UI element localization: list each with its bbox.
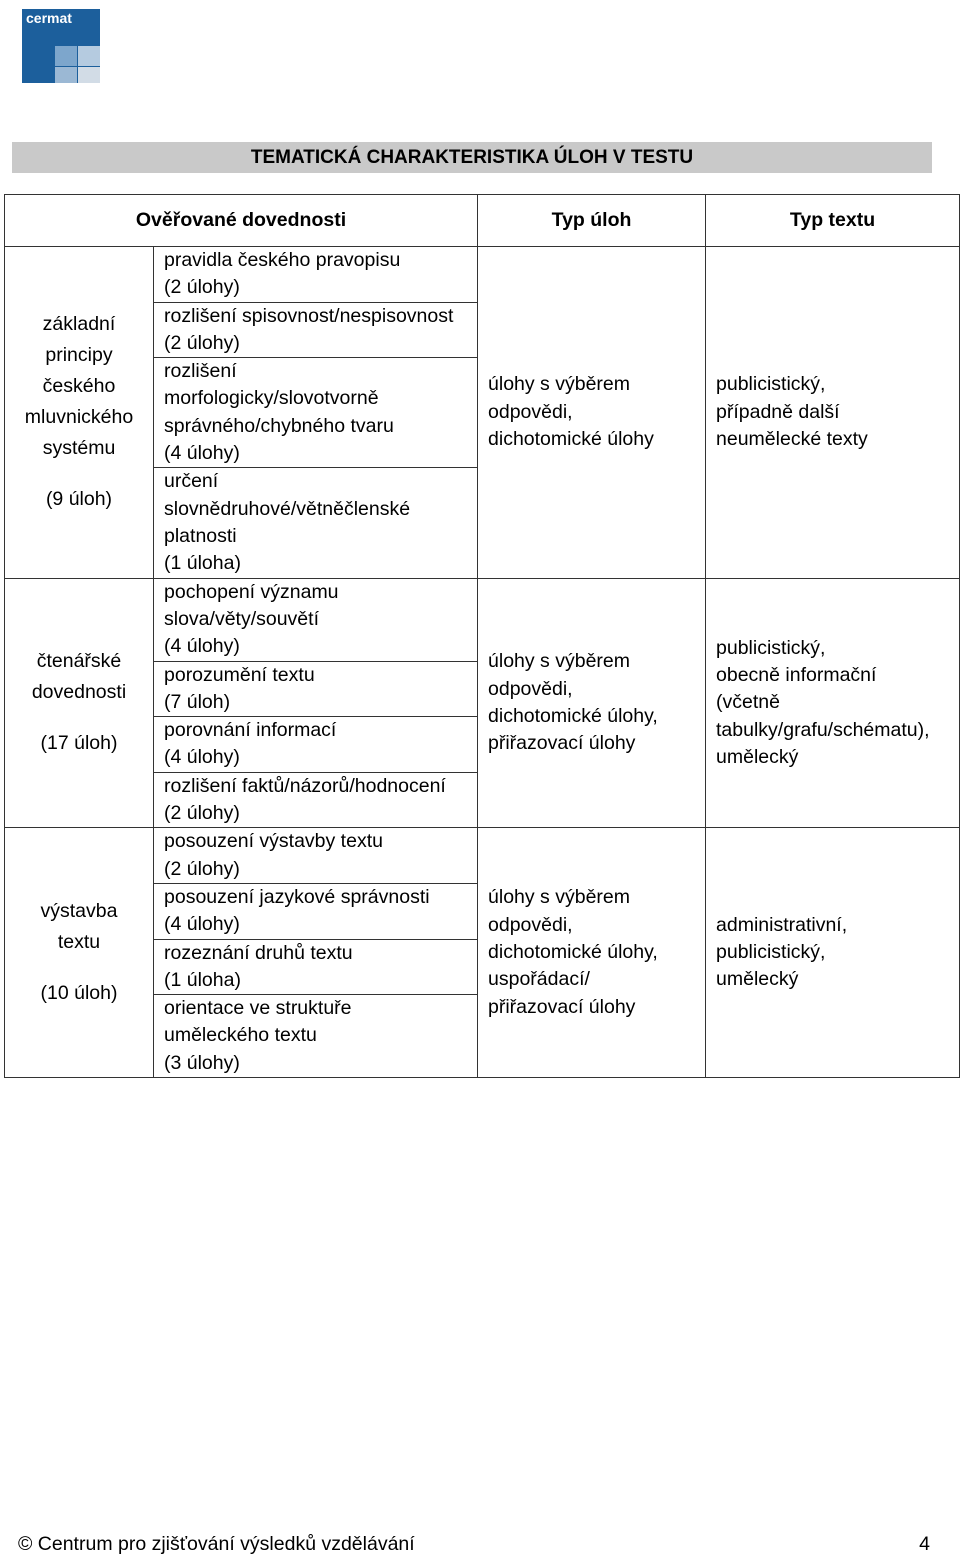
logo-square [78, 46, 100, 66]
skill-cell [154, 661, 478, 717]
logo-text: cermat [26, 10, 72, 26]
text-type-cell [706, 247, 960, 579]
task-type-line: dichotomické úlohy [488, 427, 654, 450]
skill-line: (2 úlohy) [164, 331, 240, 354]
skill-line: pravidla českého pravopisu [164, 249, 401, 271]
skill-line: určení [164, 470, 219, 493]
table-row [5, 828, 960, 884]
skill-line: platnosti [164, 524, 237, 547]
skill-cell [154, 939, 478, 995]
skills-table [4, 194, 960, 1078]
text-type-line: případně další [716, 400, 840, 423]
skill-line: (7 úloh) [164, 690, 231, 713]
skill-line: (2 úlohy) [164, 857, 240, 880]
skill-cell [154, 302, 478, 358]
task-type-line: přiřazovací úlohy [488, 732, 636, 755]
category-count: (9 úloh) [45, 488, 113, 511]
text-type-line: (včetně [716, 691, 780, 714]
table-header-row [5, 195, 960, 247]
skill-line: slova/věty/souvětí [164, 607, 319, 630]
logo-square [78, 67, 100, 83]
page-footer [18, 1530, 930, 1558]
skill-cell [154, 358, 478, 468]
category-line: mluvnického [24, 406, 134, 429]
table-row [5, 578, 960, 661]
skill-line: posouzení jazykové správnosti [164, 885, 430, 908]
column-header-skills: Ověřované dovednosti [5, 195, 478, 247]
task-type-line: přiřazovací úlohy [488, 995, 636, 1018]
task-type-line: úlohy s výběrem [488, 886, 630, 909]
category-count: (10 úloh) [40, 982, 118, 1005]
footer-copyright: © Centrum pro zjišťování výsledků vzdělávání [18, 1533, 415, 1555]
text-type-line: administrativní, [716, 913, 848, 936]
skill-cell [154, 772, 478, 828]
category-line: českého [42, 375, 116, 398]
skill-line: orientace ve struktuře [164, 997, 352, 1020]
text-type-line: obecně informační [716, 664, 877, 686]
skill-cell [154, 578, 478, 661]
skill-cell [154, 247, 478, 303]
task-type-cell [478, 578, 706, 828]
page-number: 4 [919, 1533, 930, 1555]
task-type-cell [478, 828, 706, 1078]
skill-line: uměleckého textu [164, 1024, 317, 1047]
text-type-line: publicistický, [716, 373, 826, 396]
column-header-task-type: Typ úloh [478, 195, 706, 247]
category-line: systému [42, 437, 116, 460]
text-type-line: umělecký [716, 968, 799, 991]
skill-line: (2 úlohy) [164, 802, 240, 825]
text-type-line: tabulky/grafu/schématu), [716, 718, 930, 741]
skill-line: porozumění textu [164, 663, 315, 686]
skill-line: (1 úloha) [164, 968, 241, 991]
text-type-cell [706, 578, 960, 828]
task-type-cell [478, 247, 706, 579]
skill-line: rozlišení [164, 360, 237, 383]
skill-cell [154, 717, 478, 773]
category-count: (17 úloh) [40, 732, 118, 755]
text-type-line: publicistický, [716, 941, 826, 964]
skill-line: rozlišení spisovnost/nespisovnost [164, 304, 454, 327]
document-title: TEMATICKÁ CHARAKTERISTIKA ÚLOH V TESTU [12, 142, 932, 173]
skill-line: rozeznání druhů textu [164, 941, 353, 964]
category-cell [5, 578, 154, 828]
task-type-line: dichotomické úlohy, [488, 704, 658, 727]
category-cell [5, 247, 154, 579]
category-line: dovednosti [31, 681, 127, 704]
table-row [5, 247, 960, 303]
skill-line: slovnědruhové/větněčlenské [164, 497, 411, 520]
category-line: čtenářské [36, 650, 122, 673]
task-type-line: odpovědi, [488, 400, 573, 423]
logo-square [55, 46, 77, 66]
skill-cell [154, 828, 478, 884]
skill-line: morfologicky/slovotvorně [164, 387, 379, 410]
skill-line: správného/chybného tvaru [164, 414, 394, 437]
text-type-cell [706, 828, 960, 1078]
skill-line: posouzení výstavby textu [164, 830, 383, 853]
category-line: textu [57, 931, 101, 954]
text-type-line: neumělecké texty [716, 427, 868, 450]
category-line: výstavba [40, 900, 118, 923]
category-line: základní [42, 313, 116, 336]
cermat-logo [22, 9, 100, 83]
skill-line: (3 úlohy) [164, 1051, 240, 1074]
task-type-line: uspořádací/ [488, 968, 590, 991]
task-type-line: odpovědi, [488, 677, 573, 700]
task-type-line: odpovědi, [488, 913, 573, 936]
skill-cell [154, 883, 478, 939]
skill-cell [154, 468, 478, 578]
column-header-text-type: Typ textu [706, 195, 960, 247]
skill-line: (4 úlohy) [164, 442, 240, 465]
task-type-line: dichotomické úlohy, [488, 941, 658, 964]
category-line: principy [45, 344, 113, 367]
skill-line: rozlišení faktů/názorů/hodnocení [164, 774, 446, 797]
skill-line: (4 úlohy) [164, 635, 240, 658]
logo-square [55, 67, 77, 83]
skill-line: pochopení významu [164, 580, 339, 603]
task-type-line: úlohy s výběrem [488, 650, 630, 673]
skill-cell [154, 995, 478, 1078]
skill-line: (4 úlohy) [164, 913, 240, 936]
task-type-line: úlohy s výběrem [488, 373, 630, 396]
category-cell [5, 828, 154, 1078]
text-type-line: publicistický, [716, 636, 826, 659]
skill-line: (4 úlohy) [164, 746, 240, 769]
skill-line: porovnání informací [164, 719, 337, 742]
text-type-line: umělecký [716, 745, 799, 768]
skill-line: (1 úloha) [164, 552, 241, 575]
skill-line: (2 úlohy) [164, 276, 240, 299]
